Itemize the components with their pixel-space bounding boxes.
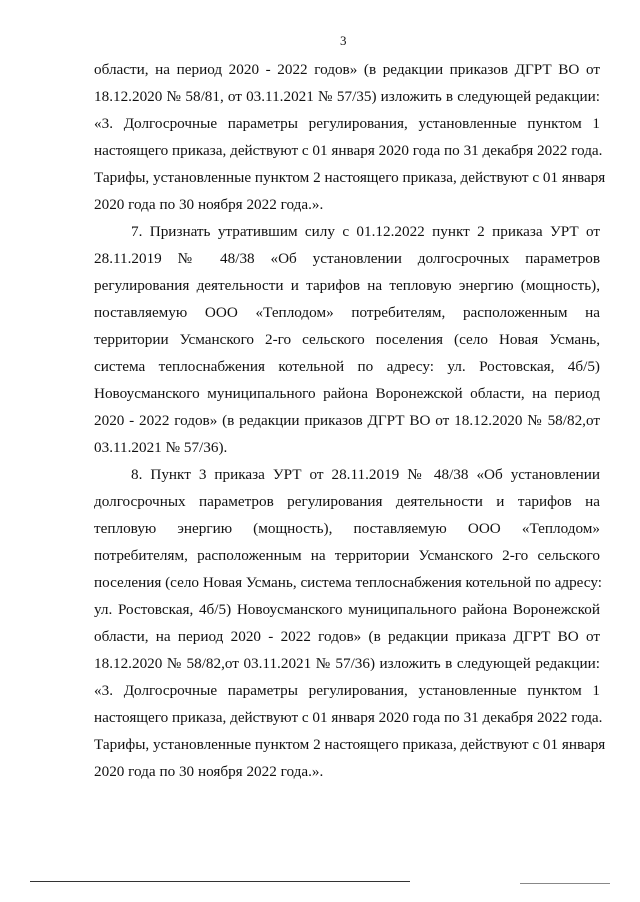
text-line: 03.11.2021 № 57/36). [94, 439, 228, 456]
body-text [94, 56, 606, 785]
text-line: регулирования деятельности и тарифов на тепловую энергию (мощность), [94, 277, 600, 294]
text-line: тепловую энергию (мощность), поставляемую ООО «Теплодом» [94, 520, 600, 537]
paragraph-first-line: 7. Признать утратившим силу с 01.12.2022 пункт 2 приказа УРТ от [131, 223, 600, 240]
text-line: Тарифы, установленные пунктом 2 настоящего приказа, действуют с 01 января [94, 169, 606, 186]
text-line: Новоусманского муниципального района Воронежской области, на период [94, 385, 600, 402]
text-line: поселения (село Новая Усмань, система теплоснабжения котельной по адресу: [94, 574, 602, 591]
text-line: «3. Долгосрочные параметры регулирования, установленные пунктом 1 [94, 682, 600, 699]
text-line: настоящего приказа, действуют с 01 января 2020 года по 31 декабря 2022 года. [94, 142, 603, 159]
text-line: ул. Ростовская, 4б/5) Новоусманского муниципального района Воронежской [94, 601, 600, 618]
text-line: система теплоснабжения котельной по адресу: ул. Ростовская, 4б/5) [94, 358, 600, 375]
text-line: долгосрочных параметров регулирования деятельности и тарифов на [94, 493, 600, 510]
text-line: территории Усманского 2-го сельского поселения (село Новая Усмань, [94, 331, 600, 348]
page-number: 3 [340, 33, 347, 48]
text-line: области, на период 2020 - 2022 годов» (в редакции приказа ДГРТ ВО от [94, 628, 600, 645]
text-line: Тарифы, установленные пунктом 2 настоящего приказа, действуют с 01 января [94, 736, 606, 753]
text-line: настоящего приказа, действуют с 01 января 2020 года по 31 декабря 2022 года. [94, 709, 603, 726]
text-line: области, на период 2020 - 2022 годов» (в редакции приказов ДГРТ ВО от [94, 61, 600, 78]
text-line: поставляемую ООО «Теплодом» потребителям, расположенным на [94, 304, 600, 321]
text-line: 18.12.2020 № 58/81, от 03.11.2021 № 57/35) изложить в следующей редакции: [94, 88, 600, 105]
scan-edge-line [520, 883, 610, 884]
text-line: 2020 - 2022 годов» (в редакции приказов ДГРТ ВО от 18.12.2020 № 58/82,от [94, 412, 600, 429]
text-line: потребителям, расположенным на территории Усманского 2-го сельского [94, 547, 600, 564]
text-line: 2020 года по 30 ноября 2022 года.». [94, 196, 324, 213]
text-line: 28.11.2019 № 48/38 «Об установлении долгосрочных параметров [94, 250, 600, 267]
scan-edge-line [30, 881, 410, 882]
text-line: 2020 года по 30 ноября 2022 года.». [94, 763, 324, 780]
text-line: «3. Долгосрочные параметры регулирования, установленные пунктом 1 [94, 115, 600, 132]
paragraph-first-line: 8. Пункт 3 приказа УРТ от 28.11.2019 № 48/38 «Об установлении [131, 466, 600, 483]
text-line: 18.12.2020 № 58/82,от 03.11.2021 № 57/36) изложить в следующей редакции: [94, 655, 600, 672]
